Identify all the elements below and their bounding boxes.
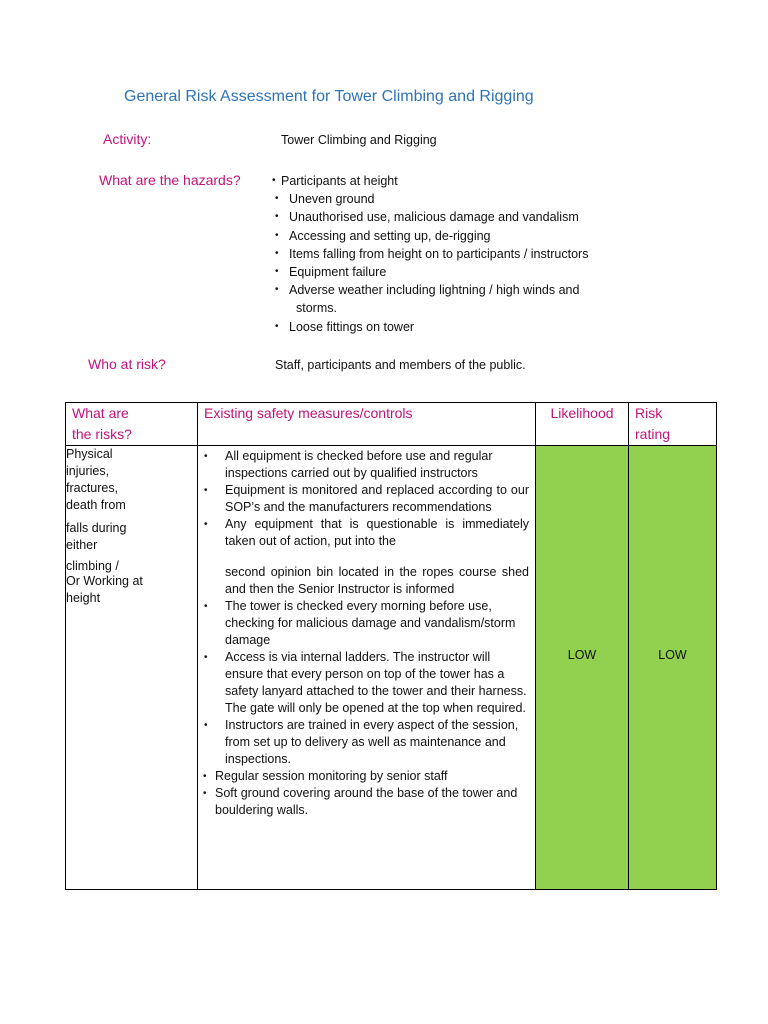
activity-value: Tower Climbing and Rigging (281, 133, 437, 147)
measures-cell (198, 446, 536, 890)
risk-rating-value: LOW (658, 648, 687, 662)
hazard-item: • Loose fittings on tower (272, 318, 588, 336)
risk-rating-cell (629, 446, 717, 890)
who-at-risk-label: Who at risk? (88, 356, 166, 372)
measure-item: • Access is via internal ladders. The instructor will ensure that every person on top of the tower has a safety lanyard attached to the tower and their harness. The gate will only be opened at the top when required. (198, 649, 529, 717)
hazards-label: What are the hazards? (99, 172, 241, 188)
hazard-item: • Items falling from height on to participants / instructors (272, 245, 588, 263)
activity-label: Activity: (103, 131, 152, 147)
hazard-item: • Uneven ground (272, 190, 588, 208)
measure-item: • Instructors are trained in every aspect of the session, from set up to delivery as well as maintenance and inspections. (198, 717, 529, 768)
measure-item: • Equipment is monitored and replaced according to our SOP’s and the manufacturers recommendations (198, 482, 529, 516)
likelihood-value: LOW (567, 648, 597, 662)
measure-item-continuation: second opinion bin located in the ropes course shed and then the Senior Instructor is informed (225, 565, 529, 596)
page-title: General Risk Assessment for Tower Climbing and Rigging (124, 88, 534, 105)
hazards-list (272, 172, 588, 336)
header-risks: What are the risks? (66, 403, 198, 446)
measure-item: • Soft ground covering around the base of the tower and bouldering walls. (198, 785, 529, 819)
measures-list (198, 446, 535, 819)
measure-item: • Any equipment that is questionable is immediately taken out of action, put into the (198, 516, 529, 550)
hazard-item: • Adverse weather including lightning / high winds and (272, 281, 588, 299)
table-header-row (66, 403, 717, 446)
hazard-item: • Participants at height (272, 172, 588, 190)
risk-table (65, 402, 717, 890)
header-measures: Existing safety measures/controls (198, 403, 536, 446)
header-likelihood: Likelihood (536, 403, 629, 446)
hazard-item: • Accessing and setting up, de-rigging (272, 227, 588, 245)
hazard-item-continuation: storms. (296, 301, 337, 316)
measure-item: • All equipment is checked before use and regular inspections carried out by qualified instructors (198, 448, 529, 482)
who-at-risk-value: Staff, participants and members of the public. (275, 358, 526, 372)
table-row (66, 446, 717, 890)
measure-item: • Regular session monitoring by senior staff (198, 768, 529, 785)
hazard-item: • Unauthorised use, malicious damage and vandalism (272, 208, 588, 226)
hazard-item: • Equipment failure (272, 263, 588, 281)
measure-item: • The tower is checked every morning before use, checking for malicious damage and vandalism/storm damage (198, 598, 529, 649)
risks-cell: Physical injuries, fractures, death from falls during either climbing / Or Working at height (66, 446, 198, 890)
header-risk-rating: Risk rating (629, 403, 717, 446)
likelihood-cell (536, 446, 629, 890)
